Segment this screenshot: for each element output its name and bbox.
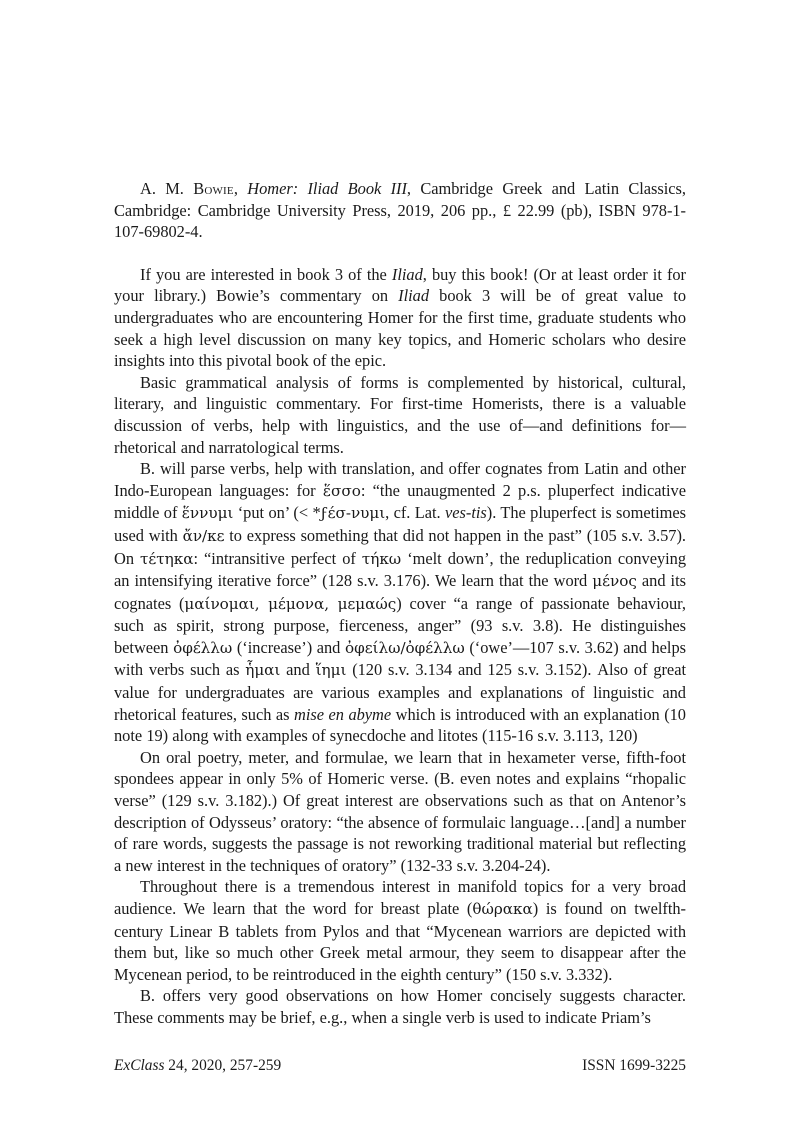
italic-run: Iliad	[398, 286, 430, 306]
review-header	[114, 178, 686, 243]
greek-run: μαίνομαι, μέμονα, μεμαώς	[184, 594, 397, 613]
p6-character	[114, 985, 686, 1028]
page-footer	[114, 1056, 686, 1075]
author-comma: ,	[233, 179, 248, 198]
author-surname: Bowie	[193, 179, 234, 198]
text-run: Basic grammatical analysis of forms is complemented by historical, cultural, literary, and linguistic commentary. For first-time Homerists, there is a valuable discussion of verbs, help with linguistics, and the use of—and definitions for—rhetorical and narratological terms.	[114, 372, 686, 457]
issn: ISSN 1699-3225	[582, 1057, 686, 1074]
text-run: (‘owe’—107 s.v. 3.62) and helps with verbs such as	[114, 637, 686, 680]
p5-manifold-topics	[114, 876, 686, 985]
greek-run: ἄν/κε	[182, 526, 225, 545]
text-run: ). The pluperfect is sometimes used with	[114, 503, 686, 545]
page-content	[114, 178, 686, 1029]
publication-details: , Cambridge Greek and Latin Classics, Cambridge: Cambridge University Press, 2019, 206 pp., £ 22.99 (pb), ISBN 978-1-107-69802-4.	[114, 179, 686, 242]
author-initials: A. M.	[140, 179, 194, 198]
text-run: On oral poetry, meter, and formulae, we learn that in hexameter verse, fifth-foot spondees appear in only 5% of Homeric verse. (B. even notes and explains “rhopalic verse” (129 s.v. 3.182).) Of great interest are observations such as that on Antenor’s description of Odysseus’ oratory: “the absence of formulaic language…[and] a number of rare words, suggests the passage is not reworking traditional material but reflecting a new interest in the techniques of oratory” (132-33 s.v. 3.204-24).	[114, 747, 686, 875]
italic-run: Iliad	[391, 264, 423, 284]
text-run: ) cover “a range of passionate behaviour, such as spirit, strong purpose, fierceness, anger” (93 s.v. 3.8). He distinguishes between	[114, 593, 686, 657]
text-run: B. offers very good observations on how Homer concisely suggests character. These comments may be brief, e.g., when a single verb is used to indicate Priam’s	[114, 986, 686, 1027]
italic-run: mise en abyme	[294, 704, 392, 724]
text-run: : “intransitive perfect of	[193, 548, 362, 568]
book-title: Homer: Iliad Book III	[247, 179, 407, 198]
p4-oral-poetry	[114, 747, 686, 877]
greek-run: ϝέσ-νυμι	[320, 504, 386, 523]
text-run: If you are interested in book 3 of the	[140, 264, 392, 284]
text-run: (120 s.v. 3.134 and 125 s.v. 3.152). Also of great value for undergraduates are various examples and explanations of linguistic and rhetorical features, such as	[114, 660, 686, 724]
review-body	[114, 264, 686, 1029]
greek-run: ἧμαι	[245, 661, 281, 680]
text-run: (‘increase’) and	[232, 637, 345, 657]
footer-citation	[114, 1056, 281, 1075]
text-run: ) is found on twelfth-century Linear B tablets from Pylos and that “Mycenean warriors are depicted with them but, like so much other Greek metal armour, they seem to disappear after the Mycenean period, to be reintroduced in the eighth century” (150 s.v. 3.332).	[114, 899, 686, 984]
text-run: to express something that did not happen in the past” (105 s.v. 3.57). On	[114, 525, 686, 568]
text-run: book 3 will be of great value to undergraduates who are encountering Homer for the first time, graduate students who seek a high level discussion on many key topics, and Homeric scholars who desire insights into this pivotal book of the epic.	[114, 286, 686, 371]
greek-run: θώρακα	[472, 900, 533, 918]
greek-run: τήκω	[361, 549, 402, 568]
text-run: B. will parse verbs, help with translation, and offer cognates from Latin and other Indo-European languages: for	[114, 459, 686, 500]
text-run: Throughout there is a tremendous interest in manifold topics for a very broad audience. We learn that the word for breast plate (	[114, 877, 686, 918]
greek-run: ὀφέλλω	[173, 638, 233, 657]
greek-run: τέτηκα	[140, 549, 194, 568]
greek-run: μένος	[592, 572, 637, 591]
greek-run: ἵημι	[315, 661, 347, 680]
text-run: and its cognates (	[114, 571, 686, 613]
text-run: , cf. Lat.	[385, 503, 446, 523]
text-run: which is introduced with an explanation (10 note 19) along with examples of synecdoche and litotes (115-16 s.v. 3.113, 120)	[114, 704, 686, 746]
p3-parsing	[114, 458, 686, 747]
p2-grammar	[114, 372, 686, 458]
text-run: : “the unaugmented 2 p.s. pluperfect indicative middle of	[114, 480, 686, 523]
journal-volume-year-pages: 24, 2020, 257-259	[164, 1057, 282, 1074]
greek-run: ἕννυμι	[181, 504, 234, 523]
journal-name: ExClass	[114, 1057, 165, 1074]
p1-recommendation	[114, 264, 686, 372]
greek-run: ἕσσο	[322, 481, 361, 500]
italic-run: ves-tis	[445, 503, 487, 523]
text-run: ‘put on’ (< *	[233, 503, 321, 523]
greek-run: ὀφείλω/ὀφέλλω	[344, 638, 465, 657]
text-run: ‘melt down’, the reduplication conveying an intensifying iterative force” (128 s.v. 3.176). We learn that the word	[114, 548, 687, 591]
text-run: , buy this book! (Or at least order it for your library.) Bowie’s commentary on	[114, 264, 686, 306]
text-run: and	[280, 660, 316, 680]
